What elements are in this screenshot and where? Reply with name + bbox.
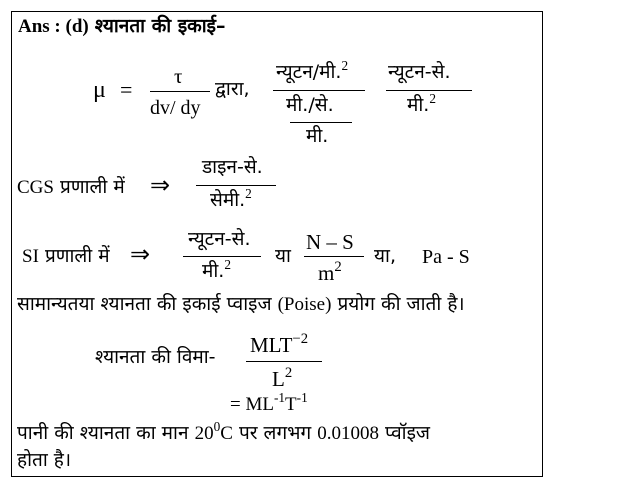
fraction-bar-tau: [150, 91, 210, 92]
si-pa-s: Pa - S: [422, 246, 470, 268]
water-temp-value: 20: [194, 423, 214, 444]
frac2-numerator: न्यूटन-से.: [388, 61, 451, 83]
si-m-exp: 2: [334, 259, 342, 276]
si-label-hindi: प्रणाली में: [44, 245, 110, 267]
dwara-text: द्वारा,: [215, 78, 250, 100]
cgs-denominator: [210, 186, 252, 211]
frac2-denominator-text: मी.: [407, 94, 430, 116]
si-denominator: [202, 257, 231, 282]
dimension-fraction-bar: [246, 361, 322, 362]
si-m-denominator: [318, 259, 342, 285]
dimension-denominator: [272, 365, 293, 391]
water-temp-exp: 0: [213, 419, 221, 435]
si-m-text: m: [318, 261, 335, 285]
dimension-result-exp1: -1: [273, 390, 286, 406]
answer-title: श्यानता की इकाई–: [94, 15, 226, 37]
water-part1: पानी की श्यानता का मान: [17, 422, 189, 444]
cgs-label-latin: CGS: [17, 177, 54, 198]
general-part2: प्रयोग की जाती है।: [337, 293, 465, 315]
dimension-result-prefix: = ML: [230, 394, 274, 415]
si-ns-numerator: N – S: [306, 230, 354, 254]
dimension-label: श्यानता की विमा-: [95, 346, 216, 368]
frac1-numerator-exp: 2: [341, 58, 349, 74]
water-part3: प्वॉइज: [385, 422, 431, 444]
water-line2: होता है।: [17, 449, 72, 471]
water-temperature: [194, 419, 233, 444]
frac1-numerator: [276, 58, 349, 83]
dimension-num-text: MLT: [250, 333, 293, 357]
dvdy-denominator: dv/ dy: [150, 97, 201, 119]
si-fraction-bar: [183, 256, 261, 257]
frac1-numerator-text: न्यूटन/मी.: [276, 61, 342, 83]
answer-heading: [18, 17, 226, 36]
dimension-result: [230, 390, 308, 415]
general-part1: सामान्यतया श्यानता की इकाई प्वाइज: [17, 293, 272, 315]
si-denominator-exp: 2: [224, 257, 231, 273]
cgs-numerator: डाइन-से.: [202, 156, 263, 178]
water-value: 0.01008: [317, 423, 379, 444]
dimension-den-exp: 2: [284, 365, 293, 382]
si-ns-fraction-bar: [304, 256, 364, 257]
general-poise: (Poise): [277, 294, 332, 315]
tau-numerator: τ: [174, 64, 183, 88]
equals-sign: =: [120, 77, 133, 102]
dimension-result-mid: T: [285, 394, 297, 415]
cgs-label: [17, 178, 125, 197]
cgs-denominator-text: सेमी.: [210, 189, 246, 211]
si-or-1: या: [275, 245, 291, 267]
frac1-denominator: मी.: [306, 125, 329, 147]
si-label-latin: SI: [22, 246, 39, 267]
si-denominator-text: मी.: [202, 260, 225, 282]
cgs-fraction-bar: [196, 185, 276, 186]
fraction-bar-1: [273, 90, 365, 91]
water-statement: [17, 419, 431, 444]
cgs-label-hindi: प्रणाली में: [60, 176, 125, 198]
general-statement: [17, 295, 465, 314]
si-label: [22, 247, 110, 266]
dimension-result-exp2: -1: [296, 390, 308, 406]
dimension-numerator: [250, 331, 309, 357]
frac2-denominator: [407, 91, 436, 116]
water-part2: पर लगभग: [238, 422, 312, 444]
mu-symbol: μ: [93, 77, 106, 103]
si-or-2: या,: [374, 245, 396, 267]
water-temp-unit: C: [220, 423, 233, 444]
answer-prefix: Ans : (d): [18, 16, 89, 37]
cgs-denominator-exp: 2: [245, 186, 252, 202]
dimension-den-text: L: [272, 367, 285, 391]
frac2-denominator-exp: 2: [429, 91, 436, 107]
si-numerator: न्यूटन-से.: [188, 228, 251, 250]
dimension-num-exp: −2: [292, 331, 309, 348]
frac1-middle: मी./से.: [286, 94, 334, 116]
fraction-bar-1b: [290, 122, 352, 123]
si-arrow: ⇒: [130, 242, 151, 268]
cgs-arrow: ⇒: [150, 173, 171, 199]
